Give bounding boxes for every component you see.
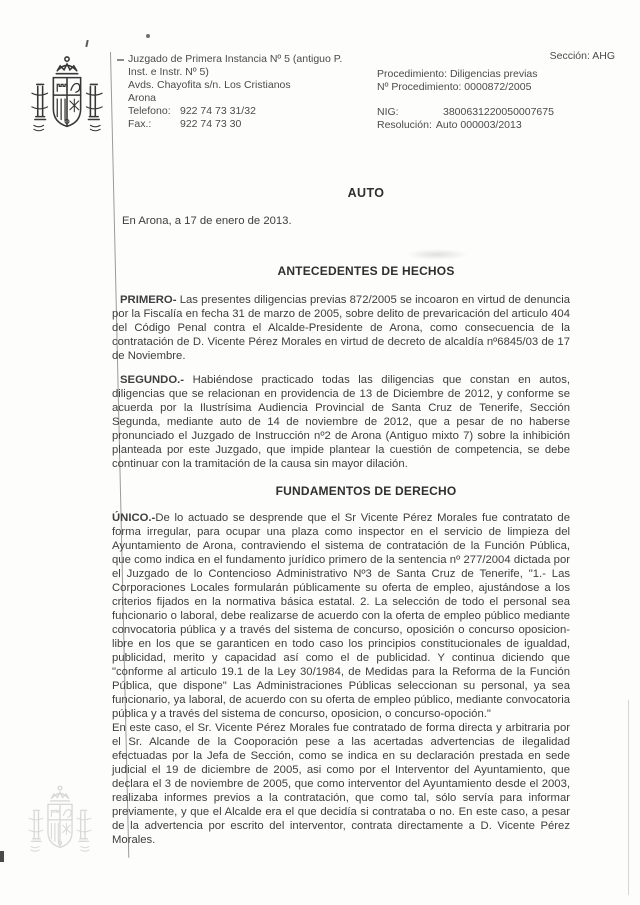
scan-speck <box>146 34 150 38</box>
paragraph-lead: PRIMERO- <box>120 294 177 306</box>
paragraph-text: Las presentes diligencias previas 872/2005 se incoaron en virtud de denuncia por la Fiscalía en fecha 31 de marzo de 2005, sobre delito de prevaricación del articulo 404 del Código Penal contra el Alcalde-Presidente de Arona, como consecuencia de la contratación de D. Vicente Pérez Morales en virtud de decreto de alcaldía nº6845/03 de 17 de Noviembre. <box>112 294 570 362</box>
paragraph-lead: SEGUNDO.- <box>120 374 185 386</box>
paragraph-unico <box>112 511 570 721</box>
procedimiento-row <box>377 68 623 82</box>
num-procedimiento-label: Nº Procedimiento: <box>377 81 462 93</box>
document-title: AUTO <box>347 186 385 200</box>
procedimiento-value: Diligencias previas <box>449 67 538 80</box>
nig-value: 3800631220050007675 <box>443 105 554 118</box>
court-city-line: Arona <box>128 92 157 104</box>
paragraph-text: Habiéndose practicado todas las diligencias que constan en autos, diligencias que se relacionan en providencia de 13 de Diciembre de 2012, y conforme se acuerda por la Ilustrísima Audiencia Provincial de Santa Cruz de Tenerife, Sección Segunda, mediante auto de 14 de noviembre de 2012, que a pesar de no haberse pronunciado el Juzgado de Instrucción nº2 de Arona (Antiguo mixto 7) sobre la inhibición planteada por este Juzgado, que impide plantear la cuestión de competencia, se debe continuar con la tramitación de la causa sin mayor dilación. <box>112 374 570 470</box>
section-heading-antecedentes: ANTECEDENTES DE HECHOS <box>277 264 455 278</box>
paragraph-unico-continuation <box>112 721 570 847</box>
section-heading-fundamentos: FUNDAMENTOS DE DERECHO <box>275 484 457 498</box>
fax-label: Fax.: <box>128 118 152 130</box>
court-phone-row <box>128 105 368 118</box>
scan-speck <box>85 40 88 47</box>
seccion-row: Sección: AHG <box>549 50 615 62</box>
paragraph-segundo <box>112 373 570 471</box>
paragraph-primero <box>112 293 570 363</box>
nig-label: NIG: <box>377 105 399 118</box>
court-address-line: Avds. Chayofita s/n. Los Cristianos <box>128 79 291 91</box>
scan-speck <box>0 851 4 862</box>
procedimiento-label: Procedimiento: <box>377 67 448 80</box>
paragraph-text: De lo actuado se desprende que el Sr Vicente Pérez Morales fue contratato de forma irregular, para ocupar una plaza como inspector en el servicio de limpieza del Ayuntamiento de Arona, contraviendo el sistema de contratación de la Función Pública, que como indica en el fundamento jurídico primero de la sentencia nº 277/2004 dictada por el Juzgado de lo Contencioso Administrativo Nº3 de Santa Cruz de Tenerife, "1.- Las Corporaciones Locales formularán públicamente su oferta de empleo, ajustándose a los criterios fijados en la normativa básica estatal. 2. La selección de todo el personal sea funcionario o laboral, debe realizarse de acuerdo con la oferta de empleo público mediante convocatoria pública y a través del sistema de concurso, oposición o concurso oposicion-libre en los que se garanticen en todo caso los principios constitucionales de igualdad, publicidad, merito y capacidad así como el de publicidad. Y continua diciendo que "conforme al articulo 19.1 de la Ley 30/1984, de Medidas para la Reforma de la Función Pública, que dispone" Las Administraciones Públicas seleccionan su personal, ya sea funcionario, ya laboral, de acuerdo con su oferta de empleo público, mediante convocatoria pública y a través del sistema de concurso, oposicion, o concurso-opoción." <box>112 512 570 720</box>
phone-value: 922 74 73 31/32 <box>180 105 256 117</box>
num-procedimiento-value: 0000872/2005 <box>464 81 532 93</box>
paragraph-text: En este caso, el Sr. Vicente Pérez Morales fue contratado de forma directa y arbitraria por el Sr. Alcande de la Cooporación pese a las acertadas advertencias de ilegalidad efectuadas por la Jefa de Sección, como se indica en su declaración prestada en sede judicial el 19 de diciembre de 2005, asi como por el Interventor del Ayuntamiento, que declara el 3 de noviembre de 2005, que como interventor del Ayuntamiento desde el 2003, realizaba informes previos a la contratación, que como tal, sólo servía para informar previamente, y que el Alcalde era el que decidía si contrataba o no. En este caso, a pesar de la advertencia por escrito del interventor, contrata directamente a D. Vicente Pérez Morales. <box>112 722 570 846</box>
nig-row <box>377 106 623 120</box>
num-procedimiento-row <box>377 81 623 95</box>
phone-label: Telefono: <box>128 105 171 117</box>
court-name-line: Juzgado de Primera Instancia Nº 5 (antiguo P. <box>128 53 343 65</box>
court-name-line: Inst. e Instr. Nº 5) <box>128 66 209 78</box>
court-fax-row <box>128 118 368 131</box>
date-line: En Arona, a 17 de enero de 2013. <box>122 215 292 227</box>
scan-speck <box>117 59 124 61</box>
resolucion-value: Auto 000003/2013 <box>435 119 522 131</box>
scan-edge-artifact <box>628 700 629 895</box>
fax-value: 922 74 73 30 <box>180 118 242 130</box>
coat-of-arms-watermark-icon <box>22 782 98 868</box>
paragraph-lead: ÚNICO.- <box>112 512 156 524</box>
spain-coat-of-arms-icon <box>28 50 106 152</box>
case-metadata-block <box>377 50 623 133</box>
resolucion-label: Resolución: <box>377 119 432 131</box>
document-body <box>112 186 570 847</box>
resolucion-row <box>377 119 623 133</box>
court-address-block <box>128 53 368 131</box>
